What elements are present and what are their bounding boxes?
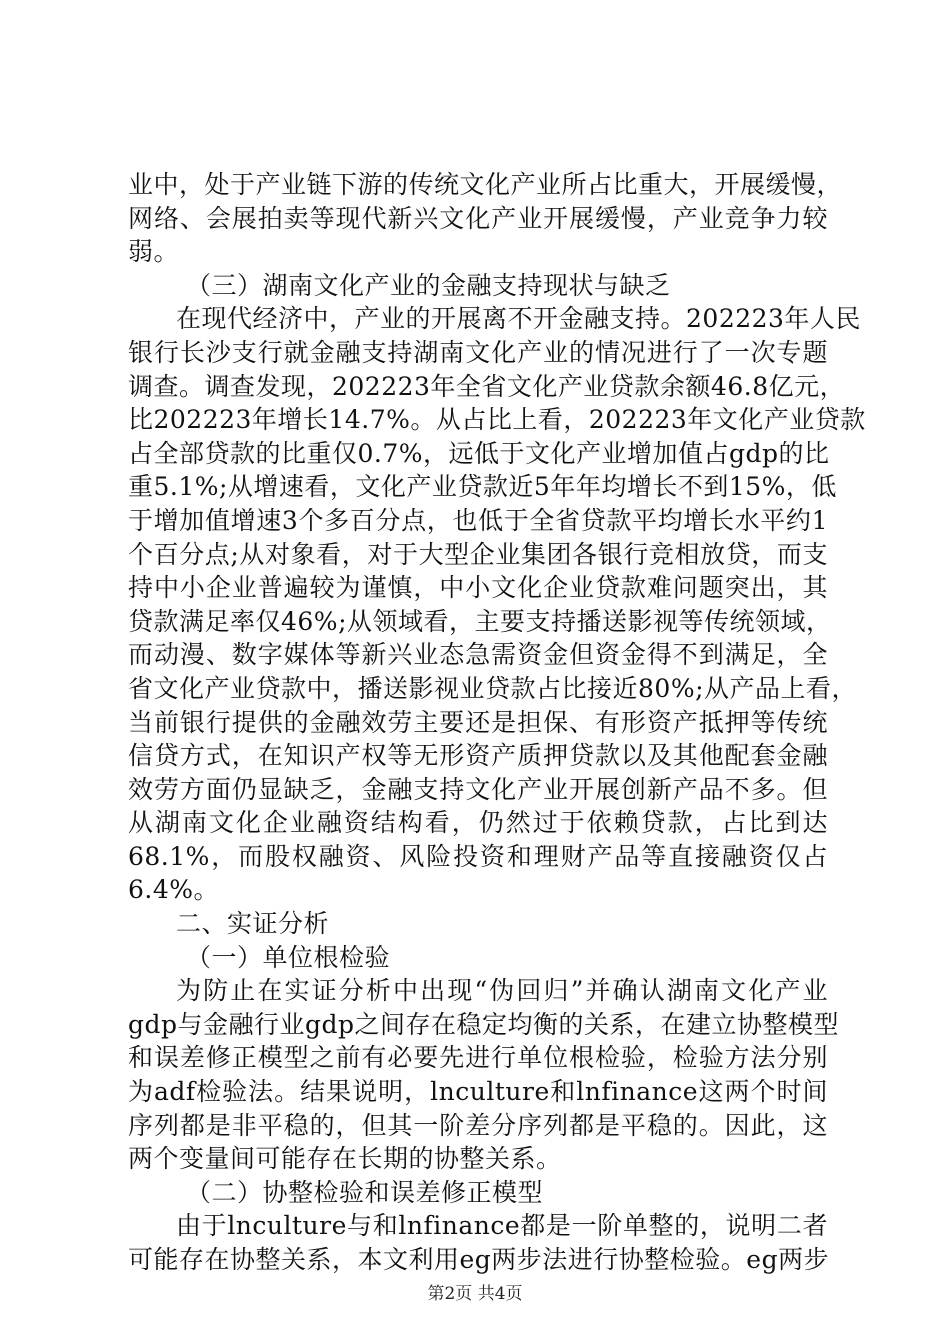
text-line: gdp与金融行业gdp之间存在稳定均衡的关系，在建立协整模型 xyxy=(128,1009,840,1039)
document-body xyxy=(128,168,866,1277)
text-line: 两个变量间可能存在长期的协整关系。 xyxy=(128,1144,562,1174)
text-line: 重5.1%;从增速看，文化产业贷款近5年年均增长不到15%，低 xyxy=(128,472,837,502)
text-line: 在现代经济中，产业的开展离不开金融支持。202223年人民 xyxy=(176,304,861,334)
text-line: 个百分点;从对象看，对于大型企业集团各银行竞相放贷，而支 xyxy=(128,539,828,569)
text-line: 于增加值增速3个多百分点，也低于全省贷款平均增长水平约1 xyxy=(128,505,828,535)
text-line: 网络、会展拍卖等现代新兴文化产业开展缓慢，产业竞争力较 xyxy=(128,203,828,233)
text-line: 信贷方式，在知识产权等无形资产质押贷款以及其他配套金融 xyxy=(128,741,828,771)
text-line: 68.1%，而股权融资、风险投资和理财产品等直接融资仅占 xyxy=(128,841,828,871)
text-line: 6.4%。 xyxy=(128,875,220,905)
text-line: 从湖南文化企业融资结构看，仍然过于依赖贷款，占比到达 xyxy=(128,808,828,838)
text-line: 效劳方面仍显缺乏，金融支持文化产业开展创新产品不多。但 xyxy=(128,774,828,804)
text-line: 持中小企业普遍较为谨慎，中小文化企业贷款难问题突出，其 xyxy=(128,573,828,603)
text-line: 贷款满足率仅46%;从领域看，主要支持播送影视等传统领域， xyxy=(128,606,832,636)
text-line: 省文化产业贷款中，播送影视业贷款占比接近80%;从产品上看， xyxy=(128,673,857,703)
text-line: 序列都是非平稳的，但其一阶差分序列都是平稳的。因此，这 xyxy=(128,1110,828,1140)
text-line: 银行长沙支行就金融支持湖南文化产业的情况进行了一次专题 xyxy=(128,337,828,367)
text-line: 比202223年增长14.7%。从占比上看，202223年文化产业贷款 xyxy=(128,405,866,435)
text-line: 可能存在协整关系，本文利用eg两步法进行协整检验。eg两步 xyxy=(128,1245,830,1274)
text-line: 和误差修正模型之前有必要先进行单位根检验，检验方法分别 xyxy=(128,1043,828,1073)
text-line: 弱。 xyxy=(128,237,180,267)
section-heading: 二、实证分析 xyxy=(176,909,330,939)
text-line: 占全部贷款的比重仅0.7%，远低于文化产业增加值占gdp的比 xyxy=(128,438,830,468)
section-heading: （三）湖南文化产业的金融支持现状与缺乏 xyxy=(186,270,671,300)
text-line: 当前银行提供的金融效劳主要还是担保、有形资产抵押等传统 xyxy=(128,707,828,737)
text-line: 为防止在实证分析中出现“伪回归”并确认湖南文化产业 xyxy=(176,976,828,1006)
section-heading: （一）单位根检验 xyxy=(186,942,391,972)
page-number-footer: 第2页 共4页 xyxy=(427,1284,523,1304)
text-line: 为adf检验法。结果说明，lnculture和lnfinance这两个时间 xyxy=(128,1077,828,1107)
text-line: 而动漫、数字媒体等新兴业态急需资金但资金得不到满足，全 xyxy=(128,640,828,670)
section-heading: （二）协整检验和误差修正模型 xyxy=(186,1177,544,1207)
text-line: 调查。调查发现，202223年全省文化产业贷款余额46.8亿元， xyxy=(128,371,846,401)
text-line: 业中，处于产业链下游的传统文化产业所占比重大，开展缓慢， xyxy=(128,170,843,199)
text-line: 由于lnculture与和lnfinance都是一阶单整的，说明二者 xyxy=(176,1211,828,1241)
